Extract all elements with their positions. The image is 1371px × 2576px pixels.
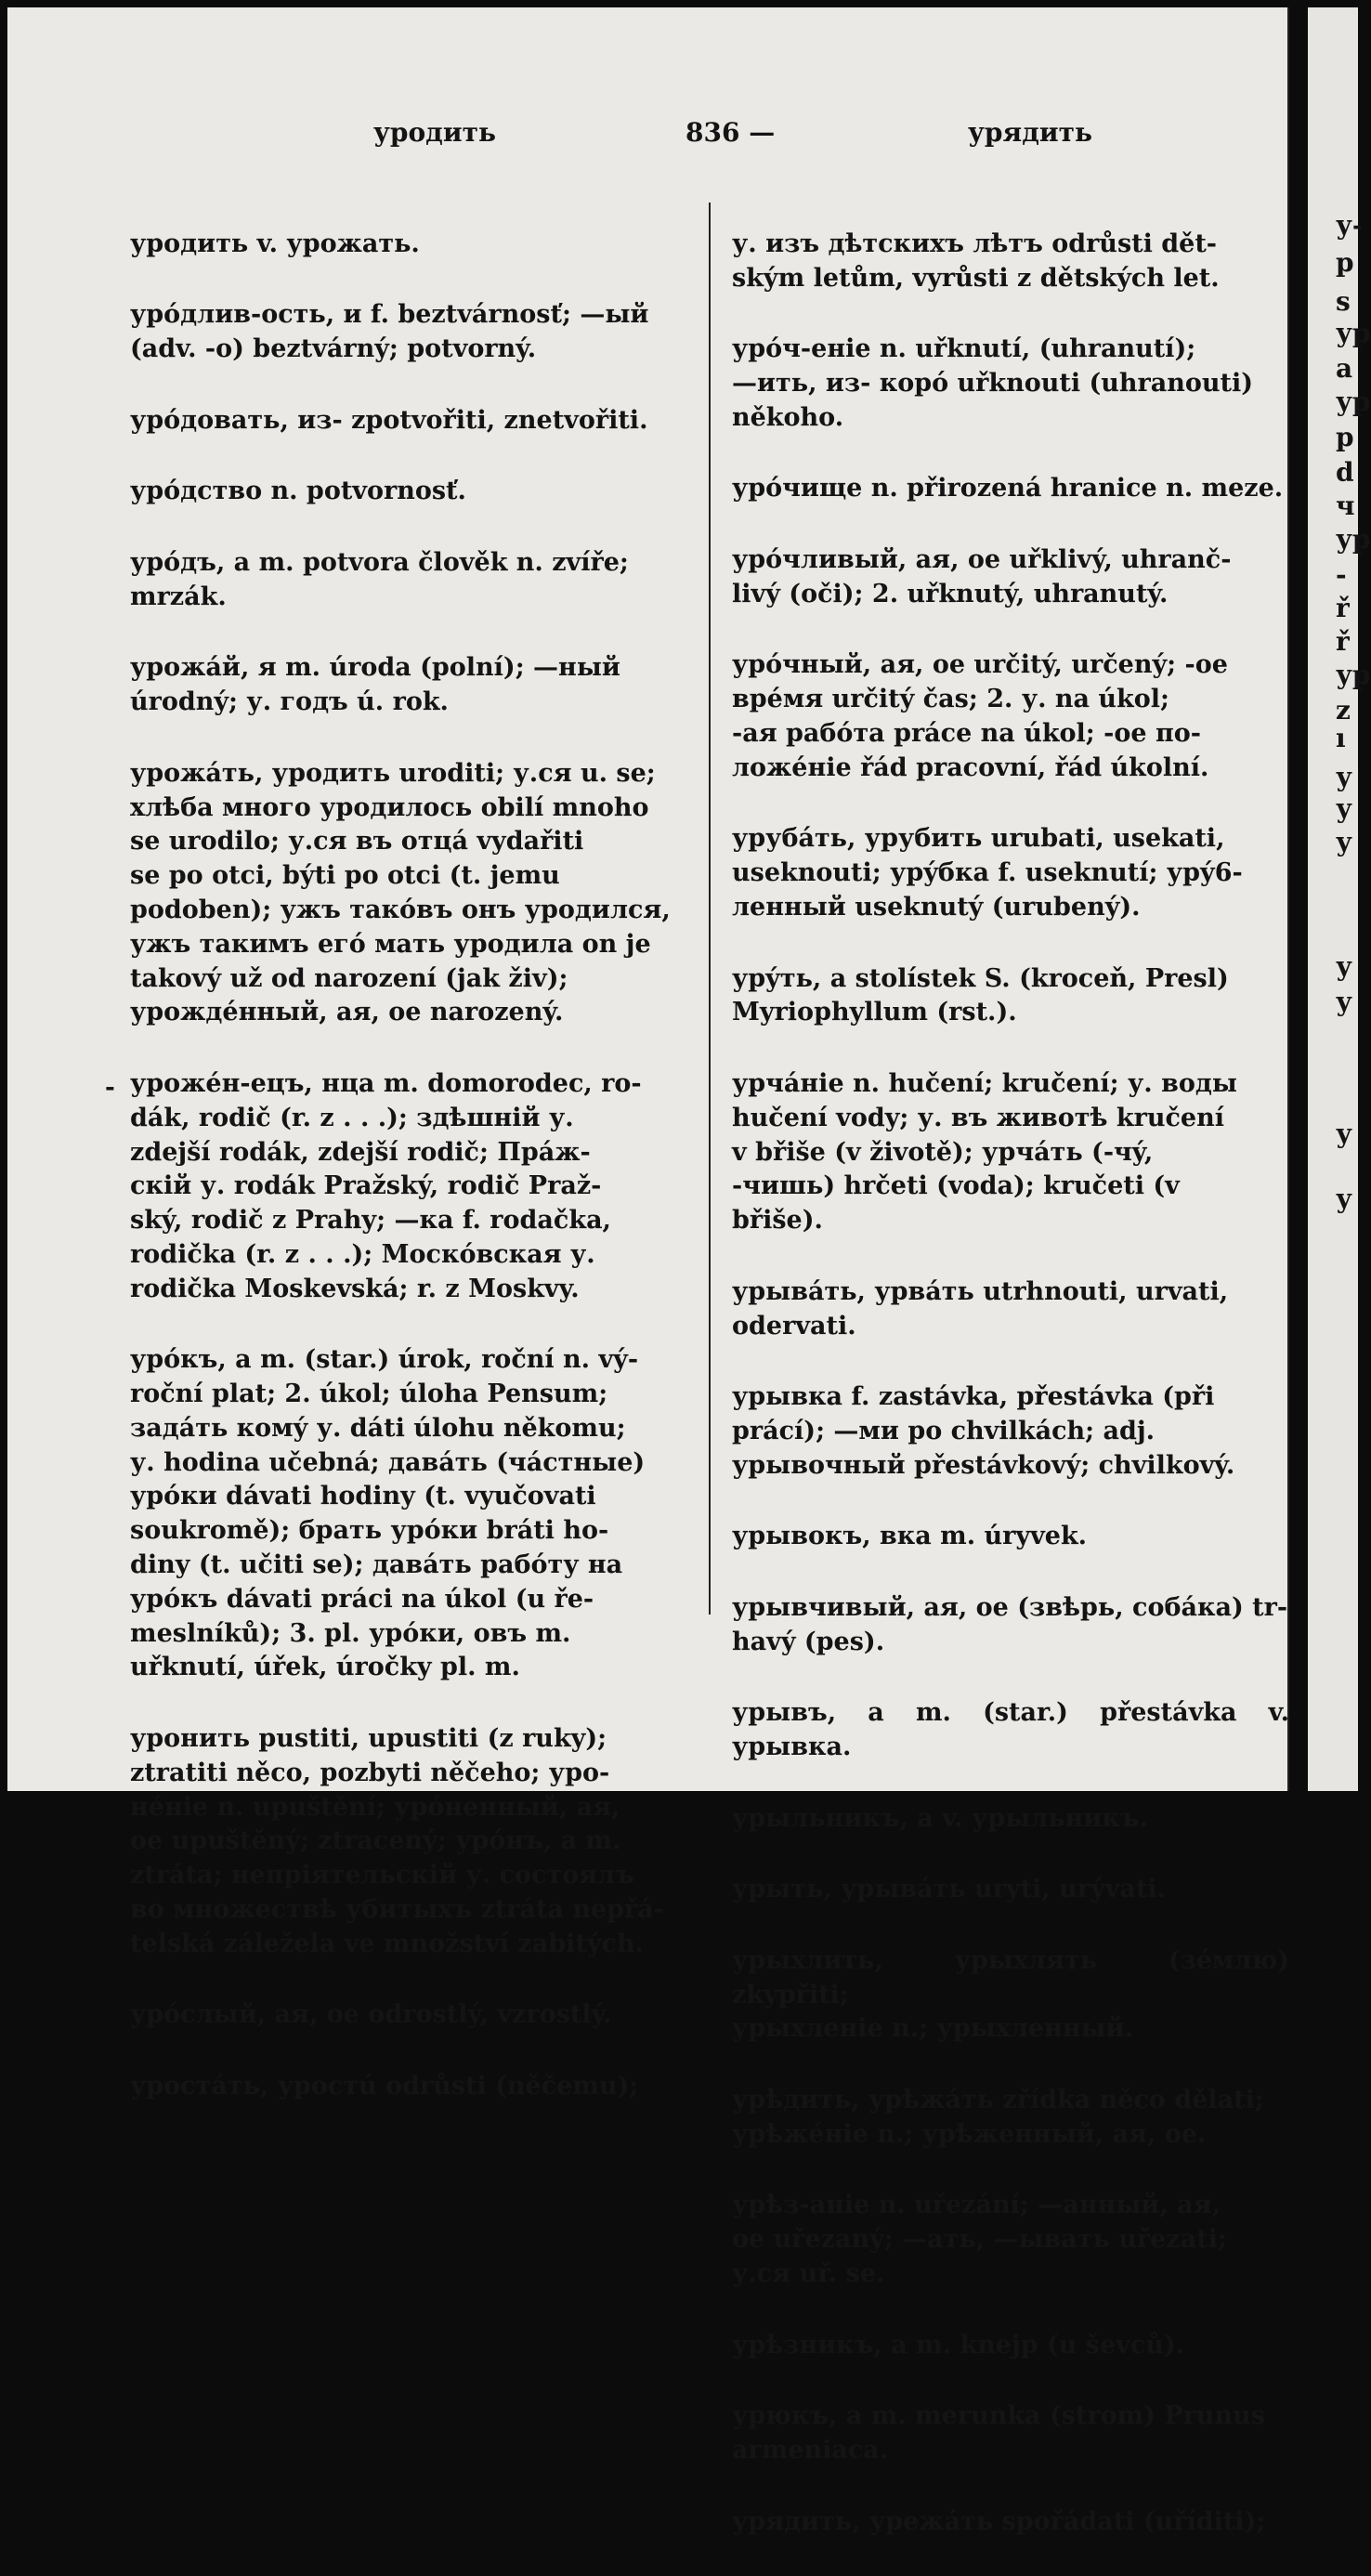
dictionary-entry: урывокъ, вка m. úryvek. <box>732 1522 1088 1551</box>
adjacent-page-fragment: ур <box>1336 524 1371 555</box>
adjacent-page-fragment: ř <box>1336 626 1350 657</box>
adjacent-page-fragment: у <box>1336 987 1352 1017</box>
column-divider <box>709 203 711 1615</box>
adjacent-page-fragment: ı <box>1336 723 1346 753</box>
adjacent-page-fragment: d <box>1336 457 1354 488</box>
dictionary-entry: урóдовать, из- zpotvořiti, znetvořiti. <box>130 405 648 435</box>
dictionary-entry: у. изъ дѣтскихъ лѣтъ odrůsti dět- ským letům, vyrůsti z dětských let. <box>732 229 1220 293</box>
adjacent-page-fragment: р <box>1336 422 1354 452</box>
dictionary-entry: урядить, урежáть spořádati (uříditi); <box>732 2506 1266 2536</box>
dictionary-entry: уростáть, уростú odrůsti (něčemu); <box>130 2072 639 2101</box>
dictionary-entry: урóчный, ая, ое určitý, určený; -oe врéмя určitý čas; 2. у. na úkol; -ая рабóта práce na úkol; -oe по- ложéніе řád pracovní, řád úkolní. <box>732 650 1228 782</box>
adjacent-page-fragment: р <box>1336 247 1354 278</box>
dictionary-entry: уронить pustiti, upustiti (z ruky); ztratiti něco, pozbyti něčeho; уро- нéніе n. upuštění; урóненный, ая, oe upuštěný; ztracený; урóнъ, a m. ztráta; непріятельскій у. состоялъ во множествѣ убитыхъ ztráta nepřá- telská záležela ve množství zabitých. <box>130 1724 664 1958</box>
margin-mark: - <box>105 1074 115 1102</box>
adjacent-page-edge <box>1308 7 1371 1791</box>
adjacent-page-fragment: у <box>1336 1118 1352 1149</box>
dictionary-entry: урóкъ, a m. (star.) úrok, roční n. vý- roční plat; 2. úkol; úloha Pensum; задáть комý у. dáti úlohu někomu; у. hodina učebná; давáть (чáстные) урóки dávati hodiny (t. vyučovati soukromě); брать урóки bráti ho- diny (t. učiti se); давáть рабóту на урóкъ dávati práci na úkol (u ře- meslníků); 3. pl. урóки, овъ m. uřknutí, úřek, úročky pl. m. <box>130 1345 646 1682</box>
dictionary-entry: урубáть, урубить urubati, usekati, useknouti; урýбка f. useknutí; урý6- ленный useknutý (urubený). <box>732 824 1243 922</box>
dictionary-entry: урóчище n. přirozená hranice n. meze. <box>732 474 1284 503</box>
adjacent-page-fragment: у <box>1336 793 1352 824</box>
adjacent-page-fragment: z <box>1336 695 1351 726</box>
dictionary-entry: урыльникъ, a v. урыльникъ. <box>732 1803 1149 1833</box>
adjacent-page-fragment: ур <box>1336 660 1371 690</box>
adjacent-page-fragment: ур <box>1336 318 1371 348</box>
dictionary-entry: урывка f. zastávka, přestávka (při prácí); —ми po chvilkách; adj. урывочный přestávkový; chvilkový. <box>732 1382 1235 1480</box>
dictionary-entry: урóдство n. potvornosť. <box>130 477 466 506</box>
left-column <box>130 193 686 2141</box>
dictionary-entry: урчáніе n. hučení; kručení; у. воды hučení vody; у. въ животѣ kručení v břiše (v životě); урчáть (-чý, -чишь) hrčeti (voda); kručeti (v břiše). <box>732 1068 1237 1236</box>
header-headword-right: урядить <box>968 117 1092 148</box>
dictionary-entry: урóдъ, a m. potvora člověk n. zvíře; mrzák. <box>130 547 629 611</box>
dictionary-entry: урóдлив-ость, и f. beztvárnosť; —ый (adv. -o) beztvárný; potvorný. <box>130 300 649 364</box>
adjacent-page-fragment: a <box>1336 353 1353 384</box>
dictionary-entry: урывчивый, ая, ое (звѣрь, собáка) tr- havý (pes). <box>732 1592 1288 1656</box>
adjacent-page-fragment: у <box>1336 951 1352 982</box>
dictionary-entry: урóч-еніе n. uřknutí, (uhranutí); —ить, из- коро́ uřknouti (uhranouti) někoho. <box>732 334 1254 432</box>
dictionary-entry: урывáть, урвáть utrhnouti, urvati, odervati. <box>732 1276 1229 1340</box>
adjacent-page-fragment: ч <box>1336 490 1355 521</box>
dictionary-page <box>7 7 1289 2536</box>
adjacent-page-fragment: ур <box>1336 386 1371 417</box>
adjacent-page-fragment: у- <box>1336 210 1364 241</box>
dictionary-entry: урýть, a stolístek S. (kroceň, Presl) Myriophyllum (rst.). <box>732 963 1229 1027</box>
dictionary-entry: урюкъ, a m. merunka (strom) Prunus armeniaca. <box>732 2401 1266 2465</box>
page-number: 836 — <box>686 117 776 148</box>
header-headword-left: уродить <box>373 117 496 148</box>
dictionary-entry: урыть, урывáть uryti, urývati. <box>732 1875 1166 1904</box>
right-column <box>732 193 1289 2576</box>
dictionary-entry: урожéн-ецъ, нца m. domorodec, ro- dák, rodič (r. z . . .); здѣшній у. zdejší rodák, zdejší rodič; Прáж- скій у. rodák Pražský, rodič Praž- ský, rodič z Prahy; —ка f. rodačka, rodička (r. z . . .); Москóвская у. rodička Moskevská; r. z Moskvy. <box>130 1068 642 1303</box>
adjacent-page-fragment: ř <box>1336 593 1350 623</box>
adjacent-page-fragment: у <box>1336 827 1352 857</box>
adjacent-page-fragment: s <box>1336 286 1351 317</box>
adjacent-page-fragment: - <box>1336 559 1347 590</box>
adjacent-page-fragment: у <box>1336 1183 1352 1214</box>
dictionary-entry: урожáть, уродить uroditi; у.ся u. se; хлѣба много уродилось obilí mnoho se urodilo; у.ся въ отцá vydařiti se po otci, býti po otci (t. jemu podoben); ужъ такóвъ онъ уродился, ужъ такимъ егó мать уродила on je takový už od narození (jak živ); урождéнный, ая, ое narozený. <box>130 758 671 1027</box>
running-header <box>7 117 1287 163</box>
dictionary-entry: урѣзникъ, a m. knejp (u ševců). <box>732 2330 1185 2360</box>
adjacent-page-fragment: у <box>1336 762 1352 792</box>
dictionary-entry: урожáй, я m. úroda (polní); —ный úrodný; у. годъ ú. rok. <box>130 653 620 717</box>
dictionary-entry: урѣдить, урѣжáть zřídka něco dělati; урѣжéніе n.; урѣженный, ая, ое. <box>732 2086 1264 2149</box>
dictionary-entry: урыхлить, урыхлять (зéмлю) zkypřiti; урыхленіе n.; урыхленный. <box>732 1945 1289 2044</box>
dictionary-entry: уродить v. урожать. <box>130 229 420 258</box>
dictionary-entry: урывъ, a m. (star.) přestávka v. урывка. <box>732 1698 1289 1762</box>
dictionary-entry: урóчливый, ая, ое uřklivý, uhranč- livý (oči); 2. uřknutý, uhranutý. <box>732 544 1232 608</box>
dictionary-entry: урѣз-аніе n. uřezání; —анный, ая, ое uřezaný; —ать, —ывать uřezati; у.ся uř. se. <box>732 2190 1227 2289</box>
dictionary-entry: урóслый, ая, ое odrostlý, vzrostlý. <box>130 2000 612 2030</box>
